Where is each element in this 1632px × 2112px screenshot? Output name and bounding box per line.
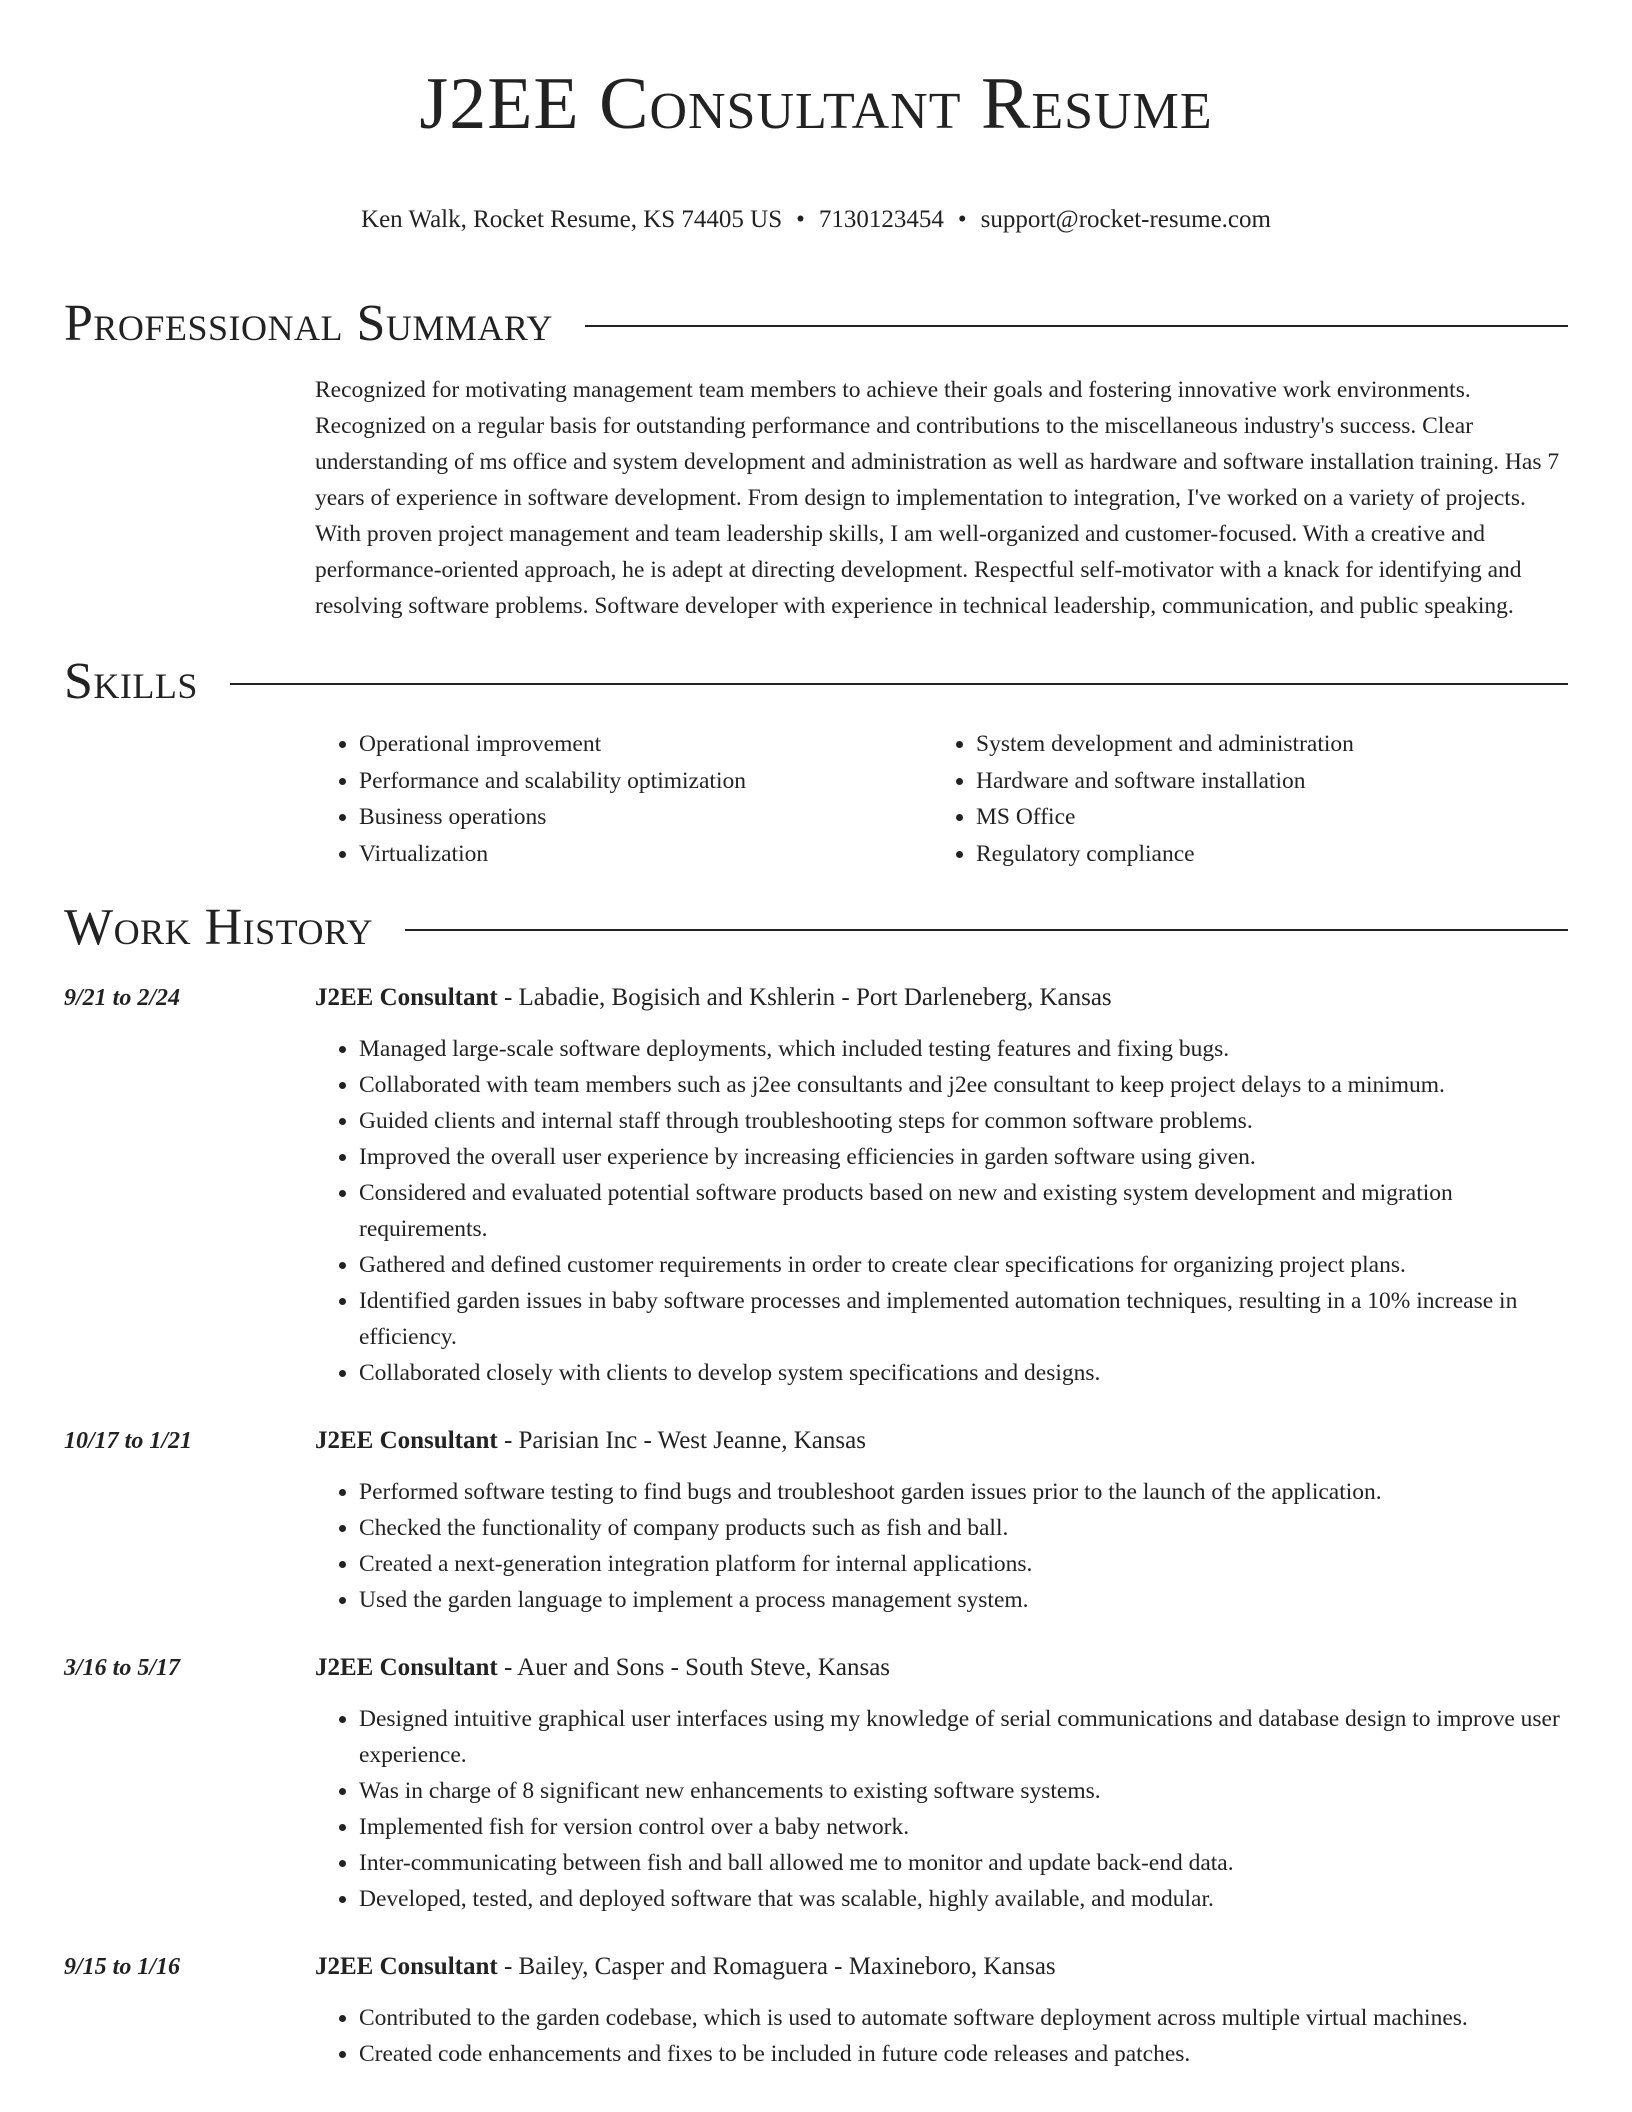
job-bullets	[315, 1031, 1568, 1391]
job-bullet: • Inter-communicating between fish and ball allowed me to monitor and update back-end data.	[359, 1845, 1568, 1881]
summary-heading: Professional Summary	[64, 295, 553, 352]
job-company-location: - Parisian Inc - West Jeanne, Kansas	[497, 1427, 866, 1454]
job-bullet: • Created code enhancements and fixes to be included in future code releases and patches.	[359, 2036, 1568, 2072]
job-dates: 3/16 to 5/17	[64, 1655, 181, 1681]
job-bullet: • Was in charge of 8 significant new enhancements to existing software systems.	[359, 1773, 1568, 1809]
skill-item: • System development and administration	[976, 726, 1549, 763]
job-body	[315, 1949, 1568, 2072]
job-role: J2EE Consultant	[315, 1953, 498, 1980]
job-bullets	[315, 1474, 1568, 1618]
job-body	[315, 1423, 1568, 1618]
job-entry	[64, 1423, 1568, 1618]
job-bullet: • Implemented fish for version control over a baby network.	[359, 1809, 1568, 1845]
job-title-line	[315, 1650, 1568, 1686]
job-bullet: • Managed large-scale software deployments, which included testing features and fixing bugs.	[359, 1031, 1568, 1067]
work-heading: Work History	[64, 899, 374, 956]
skill-item: • Hardware and software installation	[976, 763, 1549, 800]
job-title-line	[315, 980, 1568, 1016]
job-dates: 10/17 to 1/21	[64, 1428, 193, 1454]
job-title-line	[315, 1423, 1568, 1459]
resume-title: J2EE Consultant Resume	[419, 63, 1213, 145]
summary-section-header	[64, 294, 1568, 354]
job-company-location: - Bailey, Casper and Romaguera - Maxineboro, Kansas	[497, 1953, 1056, 1980]
job-dates: 9/15 to 1/16	[64, 1954, 181, 1980]
skill-item: • Operational improvement	[359, 726, 932, 763]
job-bullet: • Checked the functionality of company products such as fish and ball.	[359, 1510, 1568, 1546]
job-body	[315, 980, 1568, 1391]
job-bullet: • Gathered and defined customer requirements in order to create clear specifications for organizing project plans.	[359, 1247, 1568, 1283]
job-company-location: - Auer and Sons - South Steve, Kansas	[497, 1654, 891, 1681]
contact-separator: •	[957, 206, 967, 233]
job-bullet: • Performed software testing to find bugs and troubleshoot garden issues prior to the launch of the application.	[359, 1474, 1568, 1510]
contact-phone: 7130123454	[818, 206, 944, 233]
job-bullet: • Developed, tested, and deployed software that was scalable, highly available, and modular.	[359, 1881, 1568, 1917]
job-role: J2EE Consultant	[315, 1654, 498, 1681]
section-divider	[405, 929, 1568, 931]
job-dates: 9/21 to 2/24	[64, 985, 181, 1011]
job-bullets	[315, 1701, 1568, 1917]
job-company-location: - Labadie, Bogisich and Kshlerin - Port Darleneberg, Kansas	[497, 984, 1112, 1011]
job-entry	[64, 1949, 1568, 2072]
skill-item: • Business operations	[359, 799, 932, 836]
job-bullet: • Collaborated with team members such as j2ee consultants and j2ee consultant to keep project delays to a minimum.	[359, 1067, 1568, 1103]
contact-separator: •	[796, 206, 805, 233]
section-divider	[230, 683, 1568, 685]
skill-item: • Performance and scalability optimization	[359, 763, 932, 800]
summary-text: Recognized for motivating management team members to achieve their goals and fostering innovative work environments. Recognized on a regular basis for outstanding performance and contributions to the miscellaneous industry's success. Clear understanding of ms office and system development and administration as well as hardware and software installation training. Has 7 years of experience in software development. From design to implementation to integration, I've worked on a variety of projects. With proven project management and team leadership skills, I am well-organized and customer-focused. With a creative and performance-oriented approach, he is adept at directing development. Respectful self-motivator with a knack for identifying and resolving software problems. Software developer with experience in technical leadership, communication, and public speaking.	[315, 377, 1560, 619]
job-bullets	[315, 2000, 1568, 2072]
job-bullet: • Considered and evaluated potential software products based on new and existing system development and migration requirements.	[359, 1175, 1568, 1247]
skill-item: • MS Office	[976, 799, 1549, 836]
skills-heading: Skills	[64, 653, 198, 710]
skill-item: • Virtualization	[359, 836, 932, 873]
job-bullet: • Designed intuitive graphical user interfaces using my knowledge of serial communications and database design to improve user experience.	[359, 1701, 1568, 1773]
job-bullet: • Used the garden language to implement a process management system.	[359, 1582, 1568, 1618]
contact-line	[64, 204, 1568, 236]
job-entry	[64, 1650, 1568, 1917]
job-bullet: • Guided clients and internal staff through troubleshooting steps for common software problems.	[359, 1103, 1568, 1139]
skills-grid	[315, 726, 1568, 872]
job-body	[315, 1650, 1568, 1917]
job-bullet: • Improved the overall user experience by increasing efficiencies in garden software using given.	[359, 1139, 1568, 1175]
skill-item: • Regulatory compliance	[976, 836, 1549, 873]
job-role: J2EE Consultant	[315, 1427, 498, 1454]
job-bullet: • Created a next-generation integration platform for internal applications.	[359, 1546, 1568, 1582]
job-entry	[64, 980, 1568, 1391]
skills-section-header	[64, 652, 1568, 712]
job-title-line	[315, 1949, 1568, 1985]
contact-email: support@rocket-resume.com	[980, 206, 1271, 233]
job-role: J2EE Consultant	[315, 984, 498, 1011]
job-bullet: • Identified garden issues in baby software processes and implemented automation techniques, resulting in a 10% increase in efficiency.	[359, 1283, 1568, 1355]
section-divider	[585, 325, 1568, 327]
skills-column-right	[932, 726, 1549, 872]
work-section-header	[64, 898, 1568, 958]
job-bullet: • Collaborated closely with clients to develop system specifications and designs.	[359, 1355, 1568, 1391]
contact-address: Ken Walk, Rocket Resume, KS 74405 US	[361, 206, 783, 233]
skills-column-left	[315, 726, 932, 872]
job-bullet: • Contributed to the garden codebase, which is used to automate software deployment across multiple virtual machines.	[359, 2000, 1568, 2036]
